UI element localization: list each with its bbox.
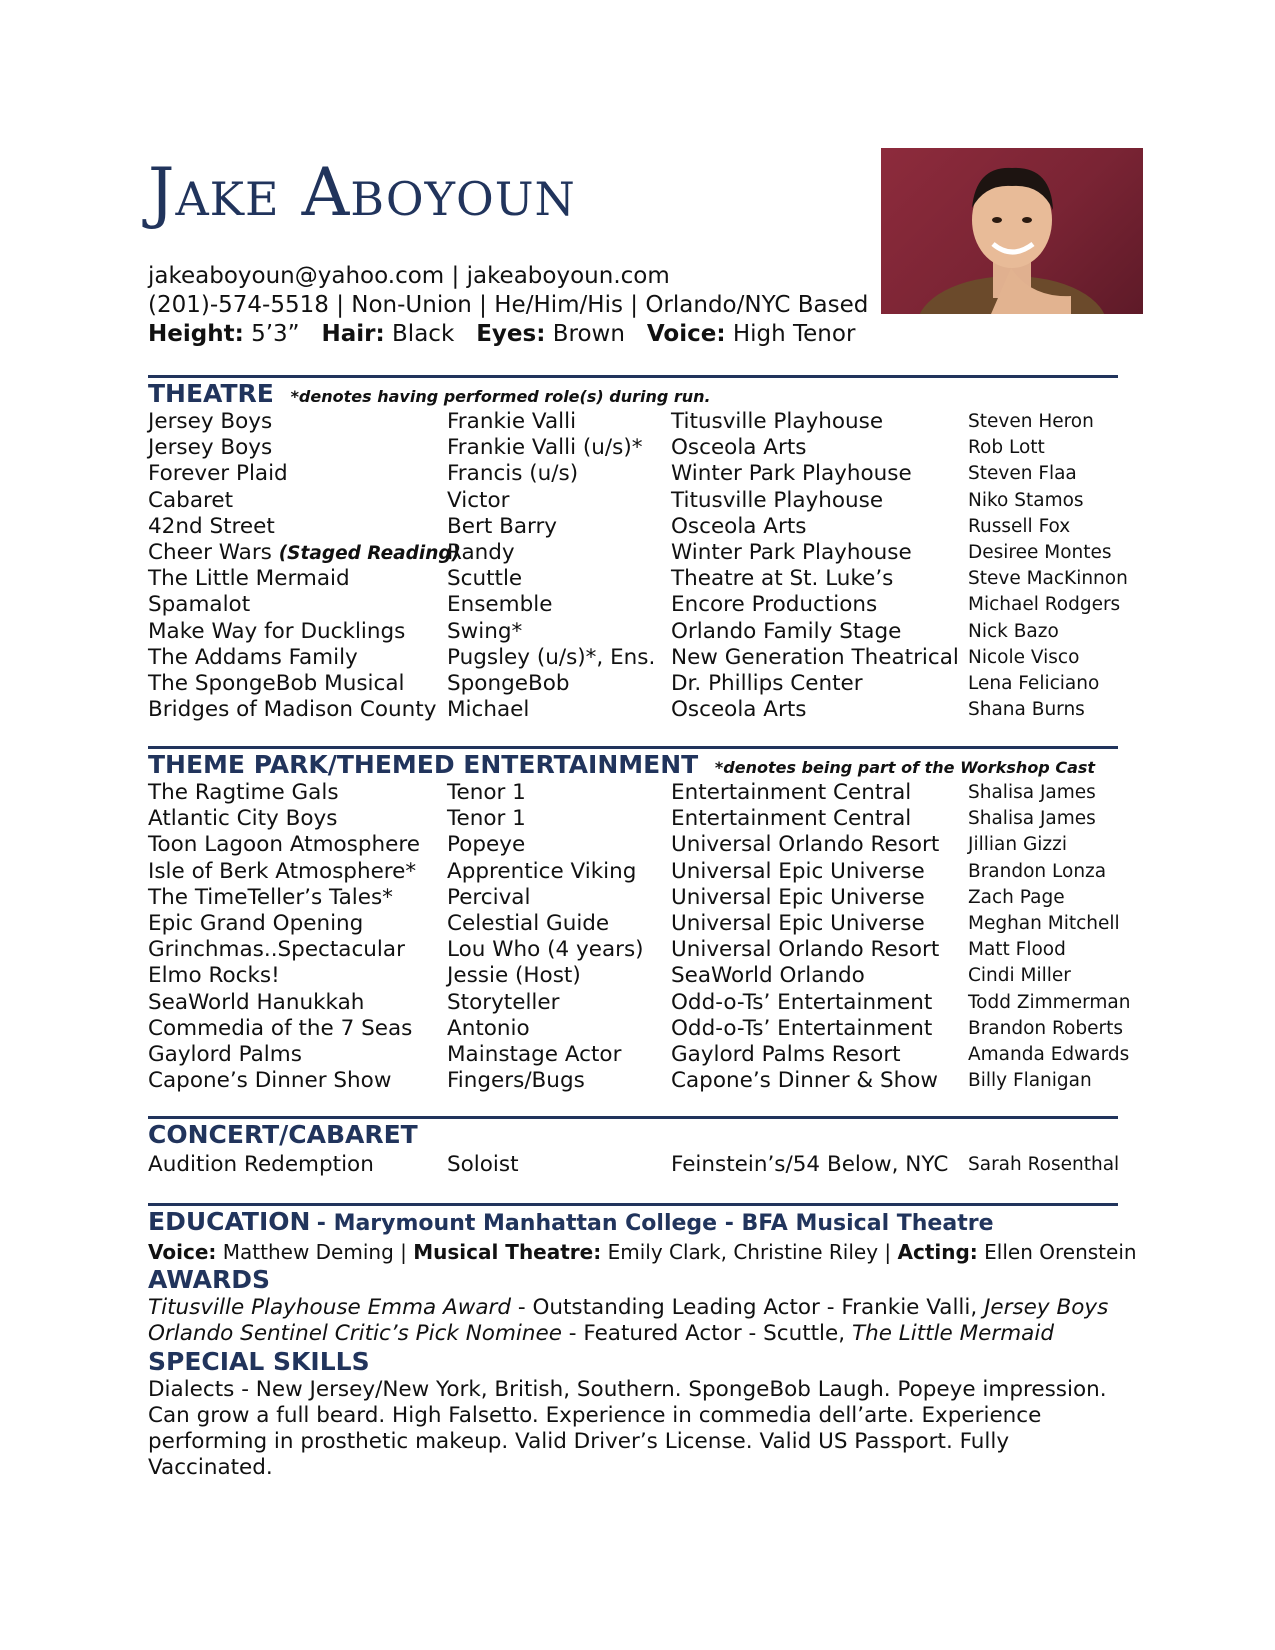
hair-value: Black: [392, 321, 455, 347]
credit-show: The Addams Family: [148, 644, 358, 670]
credit-role: Swing*: [447, 618, 523, 644]
credit-director: Sarah Rosenthal: [968, 1154, 1120, 1175]
edu-voice-label: Voice:: [148, 1240, 217, 1264]
credit-row: [148, 592, 1128, 618]
credit-role: Bert Barry: [447, 513, 558, 539]
divider: [148, 1116, 1118, 1119]
staged-reading-note: (Staged Reading): [278, 542, 461, 564]
credit-show: Jersey Boys: [148, 409, 273, 434]
credit-venue: Osceola Arts: [671, 513, 807, 539]
credit-role: Francis (u/s): [447, 461, 579, 487]
credit-role: Frankie Valli: [447, 409, 577, 434]
credit-row: [148, 566, 1128, 592]
credit-director: Rob Lott: [968, 437, 1045, 459]
credit-role: Percival: [447, 884, 531, 910]
edu-mt: Emily Clark, Christine Riley: [607, 1240, 879, 1264]
headshot-photo: [881, 148, 1143, 314]
credit-show: 42nd Street: [148, 513, 275, 539]
credit-show: Isle of Berk Atmosphere*: [148, 858, 417, 884]
credit-row: [148, 461, 1128, 487]
credit-row: [148, 1068, 1128, 1094]
award-1-show: Jersey Boys: [984, 1295, 1109, 1320]
credit-row: [148, 885, 1128, 911]
credit-director: Cindi Miller: [968, 965, 1071, 987]
credit-role: Antonio: [447, 1015, 530, 1041]
credit-venue: Entertainment Central: [671, 780, 912, 805]
credit-show: Gaylord Palms: [148, 1041, 302, 1067]
credit-row: [148, 540, 1128, 566]
concert-credits: [148, 1152, 1128, 1178]
theatre-title: THEATRE: [148, 379, 274, 408]
credit-director: Brandon Roberts: [968, 1017, 1123, 1039]
theatre-note: *denotes having performed role(s) during run.: [290, 387, 711, 406]
credit-director: Shalisa James: [968, 808, 1096, 830]
voice-value: High Tenor: [732, 321, 856, 347]
edu-mt-label: Musical Theatre:: [413, 1240, 602, 1264]
credit-role: Victor: [447, 487, 510, 513]
concert-heading: CONCERT/CABARET: [148, 1120, 418, 1149]
credit-role: Michael: [447, 697, 530, 723]
eyes-label: Eyes:: [476, 321, 546, 347]
divider: [148, 375, 1118, 378]
credit-show: The Little Mermaid: [148, 566, 350, 592]
email: jakeaboyoun@yahoo.com: [148, 263, 445, 289]
credit-role: Frankie Valli (u/s)*: [447, 435, 643, 461]
credit-venue: Universal Epic Universe: [671, 858, 925, 884]
award-2-show: The Little Mermaid: [851, 1321, 1054, 1346]
credit-row: [148, 963, 1128, 989]
skills-text: Dialects - New Jersey/New York, British, Southern. SpongeBob Laugh. Popeye impression. Can grow a full beard. High Falsetto. Experience in commedia dell’arte. Experience performing in prosthetic makeup. Valid Driver’s License. Valid US Passport. Fully Vaccinated.: [148, 1377, 1107, 1480]
credit-venue: Universal Epic Universe: [671, 884, 925, 910]
credit-director: Steve MacKinnon: [968, 568, 1128, 590]
credit-director: Meghan Mitchell: [968, 912, 1120, 934]
credit-row: [148, 488, 1128, 514]
credit-show: Forever Plaid: [148, 461, 288, 487]
height-label: Height:: [148, 321, 244, 347]
credit-row: [148, 780, 1128, 806]
themepark-credits: [148, 780, 1131, 1094]
website: jakeaboyoun.com: [466, 263, 670, 289]
credit-show: The Ragtime Gals: [148, 780, 339, 805]
credit-director: Lena Feliciano: [968, 672, 1100, 694]
skills-title: SPECIAL SKILLS: [148, 1347, 370, 1376]
credit-director: Michael Rodgers: [968, 594, 1121, 616]
credit-role: Soloist: [447, 1152, 519, 1177]
credit-role: Ensemble: [447, 592, 553, 618]
credit-show: Grinchmas..Spectacular: [148, 937, 405, 963]
credit-row: [148, 435, 1128, 461]
union-status: Non-Union: [351, 292, 472, 318]
credit-show: The SpongeBob Musical: [148, 670, 405, 696]
phone: (201)-574-5518: [148, 292, 329, 318]
credit-role: Fingers/Bugs: [447, 1068, 585, 1094]
credit-venue: Gaylord Palms Resort: [671, 1041, 901, 1067]
credit-role: Jessie (Host): [447, 963, 581, 989]
credit-role: Tenor 1: [447, 780, 526, 805]
credit-venue: Osceola Arts: [671, 697, 807, 723]
credit-row: [148, 806, 1128, 832]
themepark-heading: [148, 750, 1095, 783]
edu-voice: Matthew Deming: [222, 1240, 394, 1264]
award-1-detail: - Outstanding Leading Actor - Frankie Valli,: [511, 1295, 985, 1320]
height-value: 5’3”: [251, 321, 300, 347]
credit-role: Lou Who (4 years): [447, 937, 644, 963]
theatre-heading: [148, 379, 711, 412]
credit-show: Capone’s Dinner Show: [148, 1068, 392, 1094]
divider: [148, 746, 1118, 749]
credit-venue: Dr. Phillips Center: [671, 670, 863, 696]
credit-venue: Universal Orlando Resort: [671, 832, 940, 858]
themepark-note: *denotes being part of the Workshop Cast: [714, 758, 1096, 777]
credit-venue: Encore Productions: [671, 592, 878, 618]
credit-role: Apprentice Viking: [447, 858, 637, 884]
pronouns: He/Him/His: [494, 292, 623, 318]
credit-venue: Capone’s Dinner & Show: [671, 1068, 939, 1094]
credit-role: Randy: [447, 539, 515, 565]
credit-row: [148, 645, 1128, 671]
credit-show: Epic Grand Opening: [148, 910, 364, 936]
credit-role: Mainstage Actor: [447, 1041, 622, 1067]
credit-venue: Theatre at St. Luke’s: [671, 566, 894, 592]
credit-show: Audition Redemption: [148, 1152, 374, 1177]
credit-role: Pugsley (u/s)*, Ens.: [447, 644, 656, 670]
award-2-detail: - Featured Actor - Scuttle,: [561, 1321, 852, 1346]
credit-director: Steven Flaa: [968, 463, 1077, 485]
credit-show: Jersey Boys: [148, 435, 273, 461]
credit-venue: Feinstein’s/54 Below, NYC: [671, 1152, 949, 1177]
credit-venue: SeaWorld Orlando: [671, 963, 865, 989]
credit-show: Spamalot: [148, 592, 251, 618]
themepark-title: THEME PARK/THEMED ENTERTAINMENT: [148, 750, 699, 779]
credit-director: Shalisa James: [968, 782, 1096, 803]
credit-director: Nick Bazo: [968, 620, 1059, 642]
award-2-name: Orlando Sentinel Critic’s Pick Nominee: [148, 1321, 562, 1346]
credit-director: Zach Page: [968, 886, 1065, 908]
credit-show: Elmo Rocks!: [148, 963, 280, 989]
hair-label: Hair:: [321, 321, 385, 347]
credit-row: [148, 1016, 1128, 1042]
credit-row: [148, 911, 1128, 937]
credit-row: [148, 859, 1128, 885]
credit-director: Matt Flood: [968, 939, 1066, 961]
credit-row: [148, 1152, 1128, 1178]
credit-role: Popeye: [447, 832, 526, 858]
edu-acting-label: Acting:: [897, 1240, 978, 1264]
credit-director: Jillian Gizzi: [968, 834, 1067, 856]
credit-venue: Odd-o-Ts’ Entertainment: [671, 989, 933, 1015]
credit-show: The TimeTeller’s Tales*: [148, 884, 393, 910]
education-school: - Marymount Manhattan College - BFA Musical Theatre: [316, 1211, 994, 1236]
eyes-value: Brown: [552, 321, 625, 347]
award-1-name: Titusville Playhouse Emma Award: [148, 1295, 512, 1320]
credit-row: [148, 619, 1128, 645]
credit-venue: Winter Park Playhouse: [671, 539, 912, 565]
credit-venue: Osceola Arts: [671, 435, 807, 461]
credit-row: [148, 937, 1128, 963]
credit-director: Brandon Lonza: [968, 860, 1107, 882]
credit-director: Niko Stamos: [968, 489, 1084, 511]
credit-director: Desiree Montes: [968, 541, 1112, 563]
credit-role: Scuttle: [447, 566, 523, 592]
credit-venue: Winter Park Playhouse: [671, 461, 912, 487]
credit-show: Cheer Wars (Staged Reading): [148, 539, 461, 565]
awards-title: AWARDS: [148, 1265, 271, 1294]
credit-venue: Odd-o-Ts’ Entertainment: [671, 1015, 933, 1041]
credit-director: Todd Zimmerman: [968, 991, 1131, 1013]
credit-show: Atlantic City Boys: [148, 806, 338, 832]
voice-label: Voice:: [646, 321, 726, 347]
credit-row: [148, 514, 1128, 540]
education-section: EDUCATION - Marymount Manhattan College - BFA Musical Theatre Voice: Matthew Deming | Musical Theatre: Emily Clark, Christine Riley | Acting: Ellen Orenstein AWARDS Titusville Playhouse Emma Award - Outstanding Leading Actor - Frankie Valli, Jersey Boys Orlando Sentinel Critic’s Pick Nominee - Featured Actor - Scuttle, The Little Mermaid SPECIAL SKILLS Dialects - New Jersey/New York, British, Southern. SpongeBob Laugh. Popeye impression. Can grow a full beard. High Falsetto. Experience in commedia dell’arte. Experience performing in prosthetic makeup. Valid Driver’s License. Valid US Passport. Fully Vaccinated.: [148, 1207, 1137, 1480]
theatre-credits: [148, 409, 1128, 723]
credit-row: [148, 989, 1131, 1016]
page-title: Jake Aboyoun: [148, 154, 576, 231]
credit-venue: Orlando Family Stage: [671, 618, 902, 644]
credit-director: Billy Flanigan: [968, 1070, 1092, 1092]
credit-show: Commedia of the 7 Seas: [148, 1015, 413, 1041]
credit-role: Storyteller: [447, 989, 560, 1015]
credit-role: SpongeBob: [447, 670, 570, 696]
credit-venue: New Generation Theatrical: [671, 644, 959, 670]
credit-row: [148, 409, 1128, 435]
divider: [148, 1203, 1118, 1206]
credit-row: [148, 1042, 1128, 1068]
credit-director: Shana Burns: [968, 699, 1085, 721]
credit-show: SeaWorld Hanukkah: [148, 989, 365, 1015]
credit-venue: Universal Epic Universe: [671, 910, 925, 936]
credit-row: [148, 832, 1128, 858]
credit-venue: Entertainment Central: [671, 806, 912, 832]
credit-director: Steven Heron: [968, 411, 1094, 432]
credit-director: Amanda Edwards: [968, 1043, 1130, 1065]
credit-row: [148, 697, 1128, 723]
credit-row: [148, 671, 1128, 697]
location: Orlando/NYC Based: [645, 292, 869, 318]
edu-acting: Ellen Orenstein: [984, 1240, 1137, 1264]
credit-venue: Titusville Playhouse: [671, 487, 884, 513]
credit-show: Bridges of Madison County: [148, 697, 437, 723]
awards-section: [148, 1265, 1118, 1347]
credit-show: Make Way for Ducklings: [148, 618, 406, 644]
credit-show: Cabaret: [148, 487, 234, 513]
credit-director: Nicole Visco: [968, 646, 1080, 668]
credit-role: Tenor 1: [447, 806, 526, 832]
credit-show: Toon Lagoon Atmosphere: [148, 832, 420, 858]
credit-venue: Titusville Playhouse: [671, 409, 884, 434]
education-title: EDUCATION: [148, 1207, 311, 1236]
credit-role: Celestial Guide: [447, 910, 610, 936]
credit-venue: Universal Orlando Resort: [671, 937, 940, 963]
credit-director: Russell Fox: [968, 515, 1071, 537]
contact-info: jakeaboyoun@yahoo.com | jakeaboyoun.com (201)-574-5518 | Non-Union | He/Him/His | Orlando/NYC Based Height: 5’3” Hair: Black Eyes: Brown Voice: High Tenor: [148, 263, 869, 347]
